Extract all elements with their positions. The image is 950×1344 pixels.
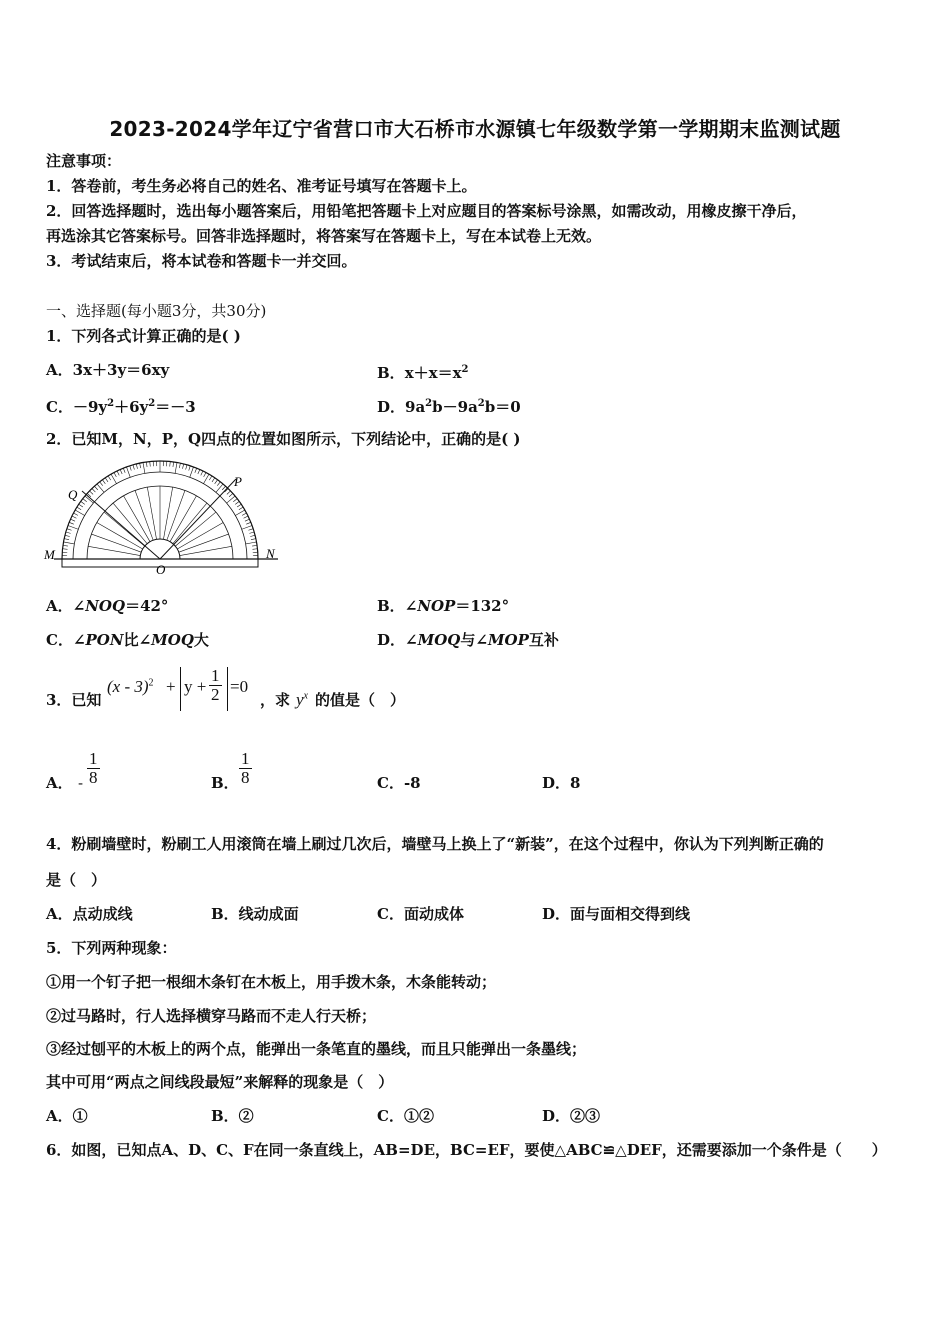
notice-item: 3．考试结束后，将本试卷和答题卡一并交回。	[46, 252, 357, 270]
notice-heading: 注意事项：	[46, 152, 122, 170]
protractor-tick	[92, 489, 95, 493]
protractor-tick	[179, 463, 180, 468]
q3-prefix: 3．已知	[46, 691, 102, 709]
protractor-tick	[136, 464, 137, 469]
q3-equals-zero: =0	[230, 677, 249, 696]
q5-question: 其中可用“两点之间线段最短”来解释的现象是（ ）	[46, 1073, 394, 1091]
protractor-tick	[246, 542, 257, 544]
q3-option-b-fraction: $\frac{1}{8}$	[241, 749, 250, 787]
q1-option-b: B．$x+x=x^2$	[377, 364, 469, 382]
protractor-tick	[242, 513, 246, 515]
protractor-tick	[130, 466, 132, 471]
q3-option-b: B．	[211, 774, 239, 792]
protractor-tick	[108, 476, 111, 480]
label-q: Q	[68, 487, 78, 502]
notice-item: 再选涂其它答案标号。回答非选择题时，将答案写在答题卡上，写在本试卷上无效。	[46, 227, 602, 245]
protractor-tick	[237, 504, 241, 507]
protractor-tick	[245, 519, 250, 521]
protractor-tick	[79, 504, 83, 507]
protractor-tick	[227, 491, 231, 494]
q3-middle: ，求	[260, 691, 291, 709]
ray-op	[160, 479, 236, 559]
protractor-tick	[239, 507, 243, 510]
protractor-tick	[143, 462, 145, 473]
protractor-tick	[252, 549, 257, 550]
q1-stem: 1．下列各式计算正确的是( )	[46, 327, 241, 345]
protractor-tick	[235, 501, 239, 504]
label-m: M	[44, 547, 55, 562]
protractor-tick	[189, 466, 191, 471]
q5-phenomenon: ②过马路时，行人选择横穿马路而不走人行天桥；	[46, 1007, 377, 1025]
q3-option-a-fraction: $\frac{1}{8}$	[89, 749, 98, 787]
protractor-tick	[251, 539, 256, 540]
protractor-radial-line	[163, 487, 172, 539]
protractor-tick	[222, 486, 225, 490]
q1-option-a: A．3x＋3y＝6xy	[46, 361, 170, 379]
protractor-tick	[68, 525, 78, 529]
q5-option-a: A．①	[46, 1107, 88, 1125]
q3-option-c: C．-8	[377, 774, 421, 792]
protractor-tick	[209, 476, 212, 480]
notice-item: 2．回答选择题时，选出每小题答案后，用铅笔把答题卡上对应题目的答案标号涂黑，如需改动，用橡皮擦干净后，	[46, 202, 807, 220]
protractor-tick	[126, 467, 130, 477]
q5-phenomenon: ①用一个钉子把一根细木条钉在木板上，用手拨木条，木条能转动；	[46, 973, 497, 991]
protractor-tick	[227, 496, 235, 503]
q3-abs-inner: y +	[184, 677, 207, 696]
protractor-tick	[114, 472, 116, 476]
q2-stem: 2．已知M，N，P，Q四点的位置如图所示，下列结论中，正确的是( )	[46, 430, 521, 448]
protractor-radial-line	[88, 546, 140, 555]
q2-option-a: A．∠NOQ＝42°	[46, 597, 169, 615]
protractor-tick	[70, 519, 75, 521]
protractor-tick	[105, 478, 108, 482]
protractor-tick	[94, 486, 97, 490]
ray-oq	[82, 491, 160, 559]
q4-option-d: D．面与面相交得到线	[542, 905, 691, 923]
protractor-radial-line	[147, 487, 156, 539]
protractor-tick	[150, 462, 151, 467]
protractor-tick	[73, 513, 77, 515]
protractor-radial-line	[180, 546, 232, 555]
q5-phenomenon: ③经过刨平的木板上的两个点，能弹出一条笔直的墨线，而且只能弹出一条墨线；	[46, 1040, 587, 1058]
protractor-tick	[63, 549, 68, 550]
protractor-tick	[212, 478, 215, 482]
protractor-radial-line	[124, 496, 151, 542]
q1-option-c: C．$-9y^2+6y^2=-3$	[46, 398, 196, 416]
protractor-tick	[229, 493, 233, 496]
protractor-tick	[63, 545, 68, 546]
q3-option-a: A．	[46, 774, 73, 792]
protractor-tick	[190, 467, 194, 477]
protractor-tick	[182, 464, 183, 469]
q2-option-b: B．∠NOP＝132°	[377, 597, 510, 615]
protractor-tick	[63, 542, 74, 544]
q3-suffix: 的值是（ ）	[315, 691, 406, 709]
protractor-tick	[66, 532, 71, 533]
protractor-tick	[146, 462, 147, 467]
q3-power: $y^x$	[296, 690, 308, 709]
page-title: 2023-2024学年辽宁省营口市大石桥市水源镇七年级数学第一学期期末监测试题	[109, 117, 841, 141]
q6-stem: 6．如图，已知点A、D、C、F在同一条直线上，AB=DE，BC=EF，要使△ABC≌△DEF，还需要添加一个条件是（ ）	[46, 1141, 887, 1159]
section-heading: 一、选择题(每小题3分，共30分)	[46, 302, 267, 320]
q5-option-b: B．②	[211, 1107, 254, 1125]
protractor-tick	[69, 522, 74, 524]
protractor-tick	[195, 468, 197, 473]
protractor-tick	[215, 480, 218, 484]
q3-half-fraction: $\frac{1}{2}$	[211, 666, 220, 704]
protractor-tick	[217, 482, 220, 486]
protractor-radial-line	[97, 523, 143, 550]
q1-option-d: D．$9a^2b-9a^2b=0$	[377, 398, 521, 416]
protractor-tick	[133, 465, 134, 470]
q2-option-d: D．∠MOQ与∠MOP互补	[377, 631, 559, 649]
q4-option-c: C．面动成体	[377, 905, 464, 923]
protractor-tick	[246, 522, 251, 524]
protractor-tick	[117, 471, 119, 475]
protractor-tick	[64, 539, 69, 540]
protractor-tick	[120, 469, 122, 474]
protractor-tick	[170, 462, 171, 467]
protractor-tick	[186, 465, 187, 470]
label-p: P	[234, 474, 242, 489]
q5-option-d: D．②③	[542, 1107, 601, 1125]
q3-option-a-sign: -	[78, 774, 84, 792]
protractor-tick	[252, 545, 257, 546]
protractor-figure	[40, 458, 290, 580]
protractor-tick	[100, 482, 103, 486]
protractor-ticks	[62, 461, 258, 559]
q3-option-d: D．8	[542, 774, 581, 792]
protractor-tick	[83, 499, 87, 502]
protractor-tick	[140, 463, 141, 468]
protractor-radial-line	[177, 523, 223, 550]
q4-stem-continued: 是（ ）	[46, 871, 107, 889]
protractor-tick	[173, 462, 174, 467]
protractor-tick	[233, 499, 237, 502]
protractor-tick	[123, 468, 125, 473]
label-o: O	[156, 562, 166, 577]
protractor-tick	[175, 462, 177, 473]
q5-option-c: C．①②	[377, 1107, 434, 1125]
protractor-tick	[244, 516, 248, 518]
protractor-tick	[65, 535, 70, 536]
protractor-tick	[250, 535, 255, 536]
q3-square-term: (x - 3)$^2$	[107, 677, 154, 696]
protractor-tick	[201, 471, 203, 475]
q4-option-a: A．点动成线	[46, 905, 133, 923]
protractor-tick	[97, 484, 104, 492]
notice-item: 1．答卷前，考生务必将自己的姓名、准考证号填写在答题卡上。	[46, 177, 477, 195]
protractor-tick	[77, 507, 81, 510]
label-n: N	[266, 546, 275, 561]
protractor-tick	[67, 529, 72, 531]
q4-option-b: B．线动成面	[211, 905, 299, 923]
protractor-tick	[198, 469, 200, 474]
protractor-tick	[90, 491, 94, 494]
protractor-tick	[216, 484, 223, 492]
protractor-tick	[81, 501, 85, 504]
q2-option-c: C．∠PON比∠MOQ大	[46, 631, 209, 649]
protractor-tick	[249, 532, 254, 533]
protractor-tick	[102, 480, 105, 484]
protractor-tick	[204, 472, 206, 476]
q5-stem: 5．下列两种现象：	[46, 939, 177, 957]
protractor-tick	[72, 516, 76, 518]
protractor-tick	[248, 529, 253, 531]
q3-plus: +	[166, 677, 176, 696]
q4-stem: 4．粉刷墙壁时，粉刷工人用滚筒在墙上刷过几次后，墙壁马上换上了“新装”，在这个过程中，你认为下列判断正确的	[46, 835, 824, 853]
protractor-tick	[242, 525, 252, 529]
